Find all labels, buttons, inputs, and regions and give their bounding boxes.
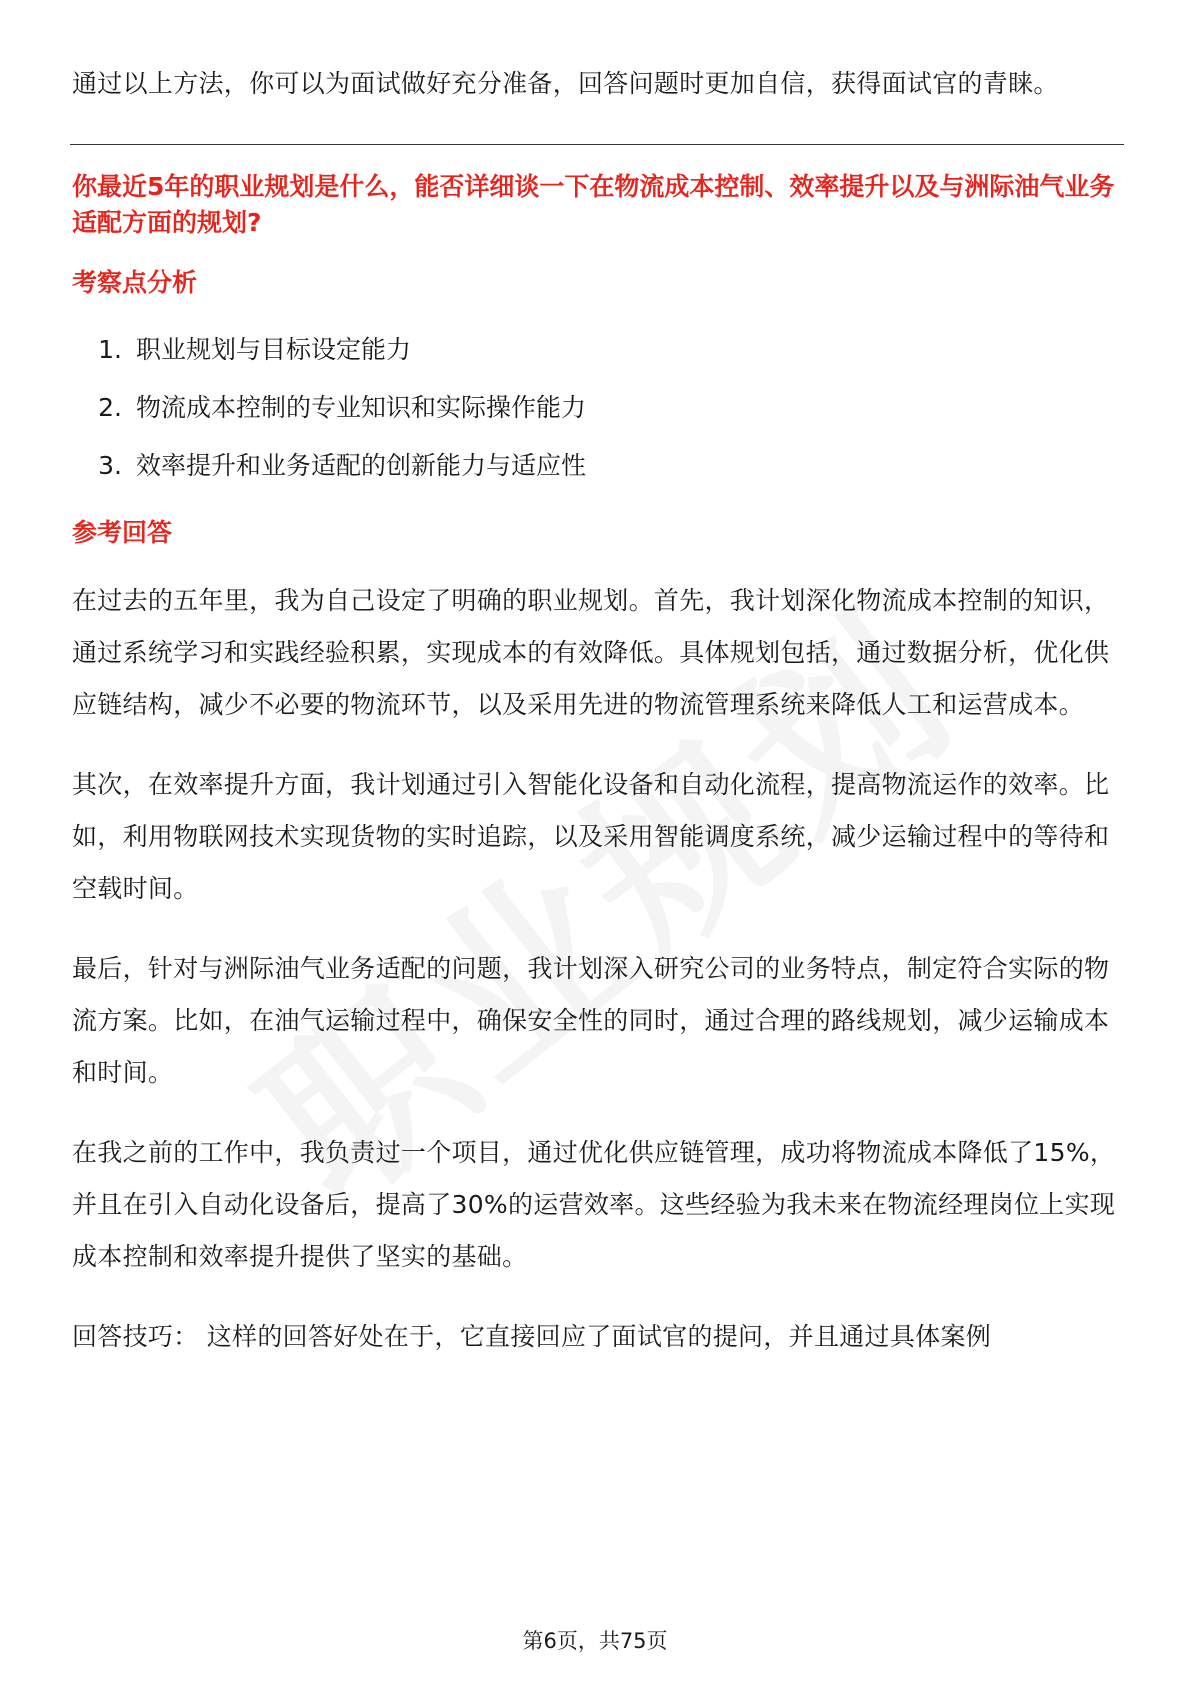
page-content [72,58,1122,1363]
list-item-number: 2. [98,393,122,422]
list-item [72,379,1122,437]
list-item-number: 3. [98,451,122,480]
answer-paragraph: 在我之前的工作中，我负责过一个项目，通过优化供应链管理，成功将物流成本降低了15%，并且在引入自动化设备后，提高了30%的运营效率。这些经验为我未来在物流经理岗位上实现成本控制和效率提升提供了坚实的基础。 [72,1138,1116,1271]
answer-title: 参考回答 [72,518,173,547]
list-item-text: 物流成本控制的专业知识和实际操作能力 [136,393,587,422]
list-item-text: 职业规划与目标设定能力 [136,335,412,364]
page-number-footer: 第6页，共75页 [522,1629,668,1653]
analysis-title: 考察点分析 [72,268,198,297]
question-heading: 你最近5年的职业规划是什么，能否详细谈一下在物流成本控制、效率提升以及与洲际油气业务适配方面的规划? [72,172,1115,237]
section-divider [70,144,1124,145]
answer-paragraph: 在过去的五年里，我为自己设定了明确的职业规划。首先，我计划深化物流成本控制的知识，通过系统学习和实践经验积累，实现成本的有效降低。具体规划包括，通过数据分析，优化供应链结构，减少不必要的物流环节，以及采用先进的物流管理系统来降低人工和运营成本。 [72,586,1110,719]
list-item [72,437,1122,495]
answer-paragraph: 最后，针对与洲际油气业务适配的问题，我计划深入研究公司的业务特点，制定符合实际的物流方案。比如，在油气运输过程中，确保安全性的同时，通过合理的路线规划，减少运输成本和时间。 [72,954,1110,1087]
intro-paragraph: 通过以上方法，你可以为面试做好充分准备，回答问题时更加自信，获得面试官的青睐。 [72,69,1059,98]
list-item-number: 1. [98,335,122,364]
list-item [72,321,1122,379]
answer-paragraph: 其次，在效率提升方面，我计划通过引入智能化设备和自动化流程，提高物流运作的效率。比如，利用物联网技术实现货物的实时追踪，以及采用智能调度系统，减少运输过程中的等待和空载时间。 [72,770,1110,903]
list-item-text: 效率提升和业务适配的创新能力与适应性 [136,451,587,480]
answer-tip: 回答技巧： 这样的回答好处在于，它直接回应了面试官的提问，并且通过具体案例 [72,1322,992,1351]
analysis-points-list [72,321,1122,495]
